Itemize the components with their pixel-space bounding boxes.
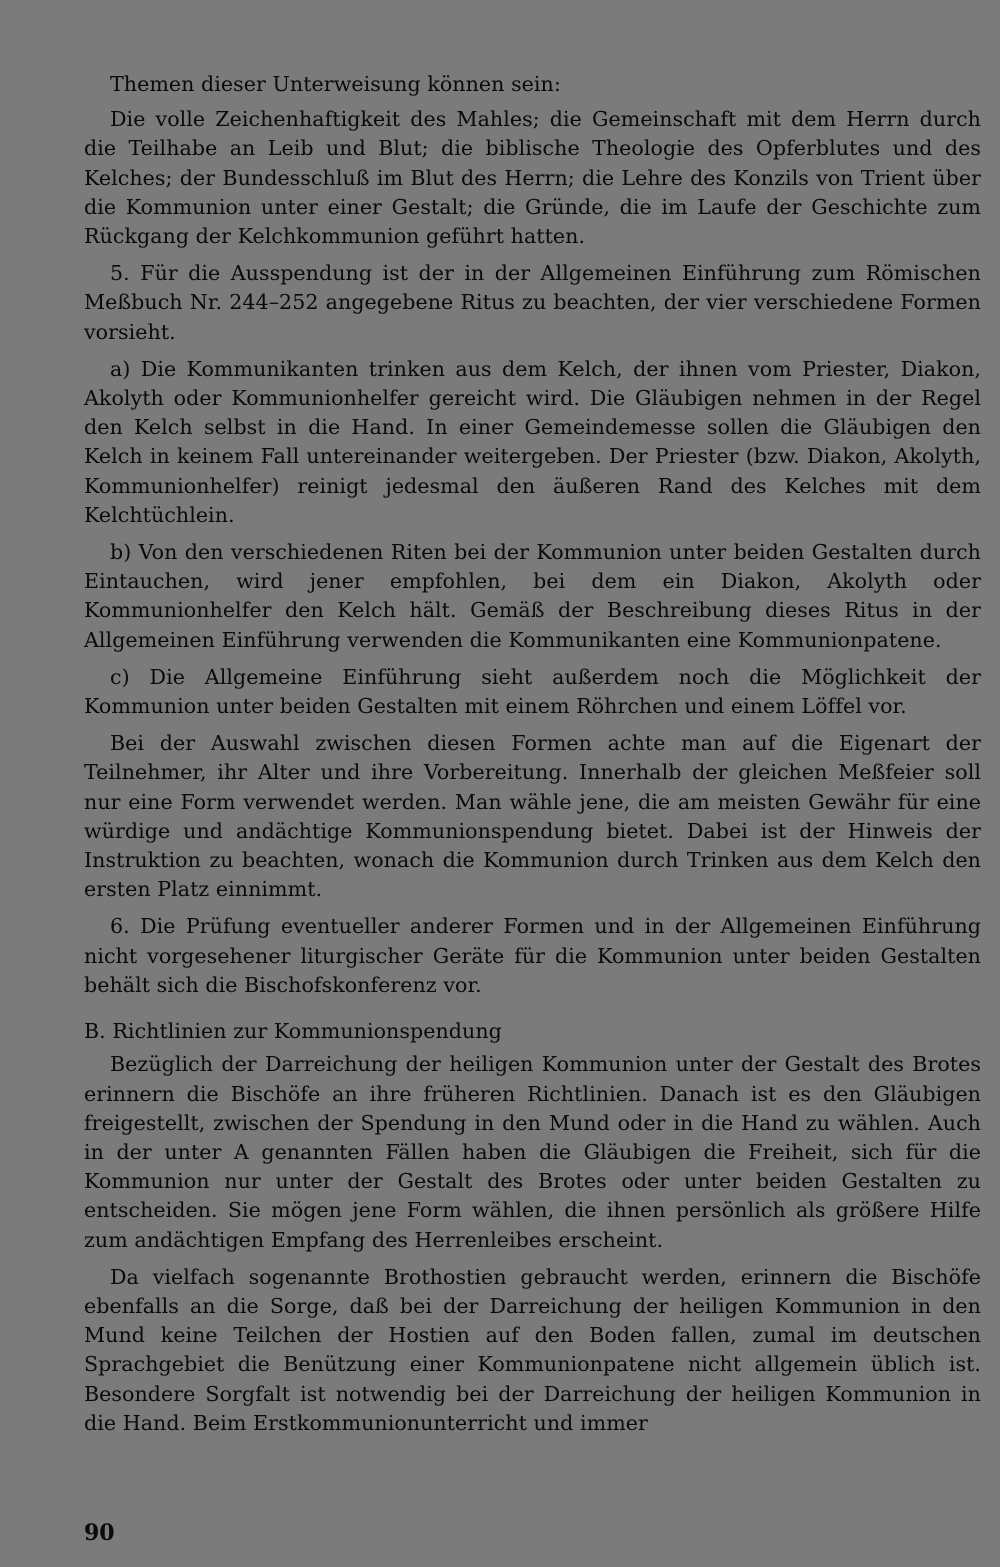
paragraph-themes: Die volle Zeichenhaftigkeit des Mahles; die Gemeinschaft mit dem Herrn durch die Teilhabe an Leib und Blut; die biblische Theologie des Opferblutes und des Kelches; der Bundesschluß im Blut des Herrn; die Lehre des Konzils von Trient über die Kommunion unter einer Gestalt; die Gründe, die im Laufe der Geschichte zum Rückgang der Kelchkommunion geführt hatten.	[84, 107, 981, 249]
paragraph-item-c: c) Die Allgemeine Einführung sieht außerdem noch die Möglichkeit der Kommunion unter beiden Gestalten mit einem Röhrchen und einem Löffel vor.	[84, 664, 981, 719]
page-body	[84, 70, 981, 1446]
paragraph-item-a: a) Die Kommunikanten trinken aus dem Kelch, der ihnen vom Priester, Diakon, Akolyth oder Kommunionhelfer gereicht wird. Die Gläubigen nehmen in der Regel den Kelch selbst in die Hand. In einer Gemeindemesse sollen die Gläubigen den Kelch in keinem Fall untereinander weitergeben. Der Priester (bzw. Diakon, Akolyth, Kommunionhelfer) reinigt jedesmal den äußeren Rand des Kelches mit dem Kelchtüchlein.	[84, 356, 981, 527]
paragraph-item-6: 6. Die Prüfung eventueller anderer Formen und in der Allgemeinen Einführung nicht vorgesehener liturgischer Geräte für die Kommunion unter beiden Gestalten behält sich die Bischofskonferenz vor.	[84, 914, 981, 997]
paragraph-brothostien: Da vielfach sogenannte Brothostien gebraucht werden, erinnern die Bischöfe ebenfalls an die Sorge, daß bei der Darreichung der heiligen Kommunion in den Mund keine Teilchen der Hostien auf den Boden fallen, zumal im deutschen Sprachgebiet die Benützung einer Kommunionpatene nicht allgemein üblich ist. Besondere Sorgfalt ist notwendig bei der Darreichung der heiligen Kommunion in die Hand. Beim Erstkommunionunterricht und immer	[84, 1264, 981, 1435]
intro-line: Themen dieser Unterweisung können sein:	[110, 72, 561, 96]
paragraph-item-b: b) Von den verschiedenen Riten bei der Kommunion unter beiden Gestalten durch Eintauchen, wird jener empfohlen, bei dem ein Diakon, Akolyth oder Kommunionhelfer den Kelch hält. Gemäß der Beschreibung dieses Ritus in der Allgemeinen Einführung verwenden die Kommunikanten eine Kommunionpatene.	[84, 540, 981, 652]
section-heading-b: B. Richtlinien zur Kommunionspendung	[84, 1019, 502, 1044]
paragraph-bread-guidelines: Bezüglich der Darreichung der heiligen Kommunion unter der Gestalt des Brotes erinnern die Bischöfe an ihre früheren Richtlinien. Danach ist es den Gläubigen freigestellt, zwischen der Spendung in den Mund oder in die Hand zu wählen. Auch in der unter A genannten Fällen haben die Gläubigen die Freiheit, sich für die Kommunion nur unter der Gestalt des Brotes oder unter beiden Gestalten zu entscheiden. Sie mögen jene Form wählen, die ihnen persönlich als größere Hilfe zum andächtigen Empfang des Herrenleibes erscheint.	[84, 1052, 981, 1252]
paragraph-item-5: 5. Für die Ausspendung ist der in der Allgemeinen Einführung zum Römischen Meßbuch Nr. 244–252 angegebene Ritus zu beachten, der vier verschiedene Formen vorsieht.	[84, 261, 981, 344]
page-number: 90	[84, 1520, 115, 1546]
paragraph-selection: Bei der Auswahl zwischen diesen Formen achte man auf die Eigenart der Teilnehmer, ihr Alter und ihre Vorbereitung. Innerhalb der gleichen Meßfeier soll nur eine Form verwendet werden. Man wähle jene, die am meisten Gewähr für eine würdige und andächtige Kommunionspendung bietet. Dabei ist der Hinweis der Instruktion zu beachten, wonach die Kommunion durch Trinken aus dem Kelch den ersten Platz einnimmt.	[84, 731, 981, 902]
